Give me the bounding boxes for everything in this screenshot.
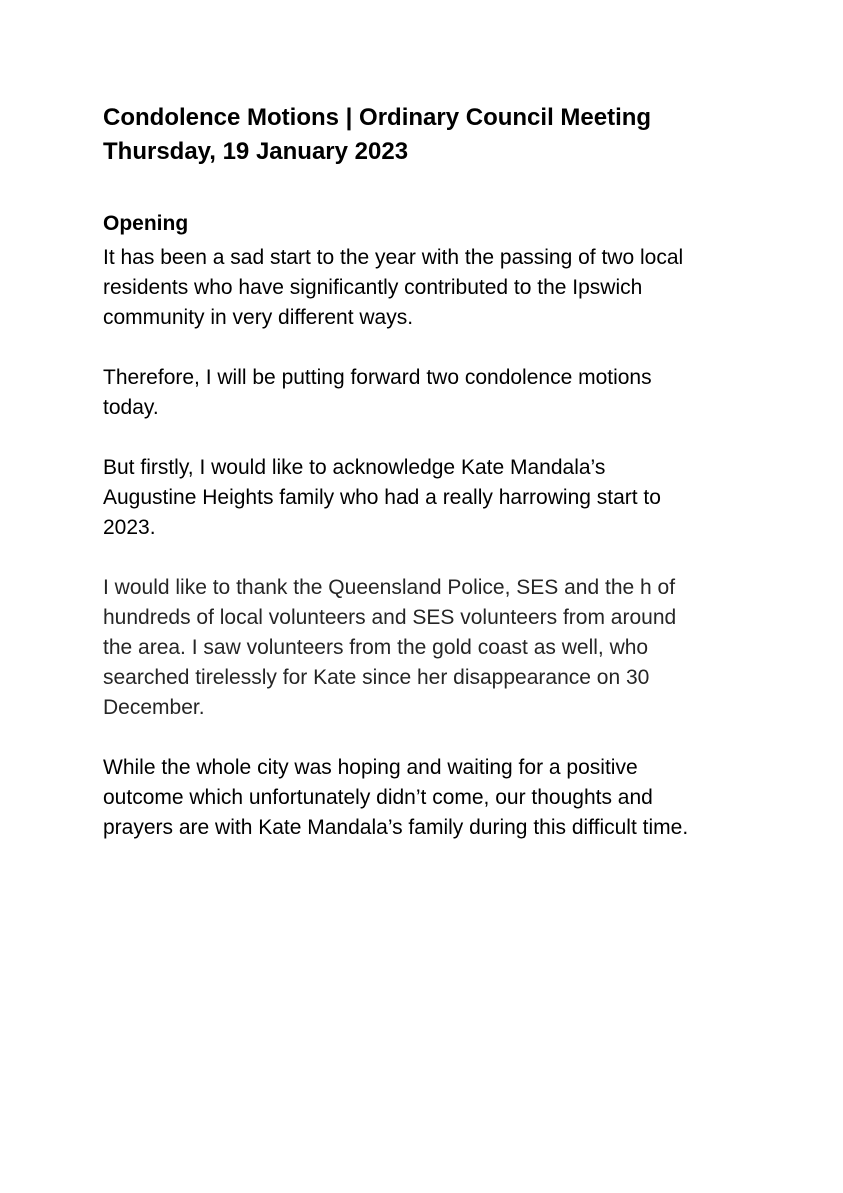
paragraph-line: I would like to thank the Queensland Police, SES and the h of [103, 576, 676, 599]
paragraph-5 [103, 753, 803, 843]
paragraph-line: prayers are with Kate Mandala’s family during this difficult time. [103, 816, 689, 839]
paragraph-line: community in very different ways. [103, 306, 414, 329]
paragraph-line: Augustine Heights family who had a really harrowing start to [103, 486, 661, 509]
paragraph-2 [103, 363, 803, 423]
title-line-2: Thursday, 19 January 2023 [103, 138, 409, 165]
paragraph-line: While the whole city was hoping and waiting for a positive [103, 756, 638, 779]
paragraph-line: Therefore, I will be putting forward two condolence motions [103, 366, 652, 389]
paragraph-line: December. [103, 696, 205, 719]
page-title [103, 101, 803, 169]
document-content [103, 101, 803, 843]
title-line-1: Condolence Motions | Ordinary Council Meeting [103, 104, 652, 131]
paragraph-3 [103, 453, 803, 543]
paragraph-1 [103, 243, 803, 333]
paragraph-line: today. [103, 396, 159, 419]
paragraph-line: 2023. [103, 516, 156, 539]
paragraph-line: hundreds of local volunteers and SES volunteers from around [103, 606, 677, 629]
paragraph-line: searched tirelessly for Kate since her disappearance on 30 [103, 666, 650, 689]
paragraph-line: the area. I saw volunteers from the gold coast as well, who [103, 636, 649, 659]
paragraph-line: It has been a sad start to the year with the passing of two local [103, 246, 684, 269]
paragraph-line: residents who have significantly contributed to the Ipswich [103, 276, 643, 299]
paragraph-line: But firstly, I would like to acknowledge Kate Mandala’s [103, 456, 606, 479]
paragraph-4 [103, 573, 803, 723]
section-heading-opening: Opening [103, 212, 189, 235]
paragraph-line: outcome which unfortunately didn’t come, our thoughts and [103, 786, 653, 809]
